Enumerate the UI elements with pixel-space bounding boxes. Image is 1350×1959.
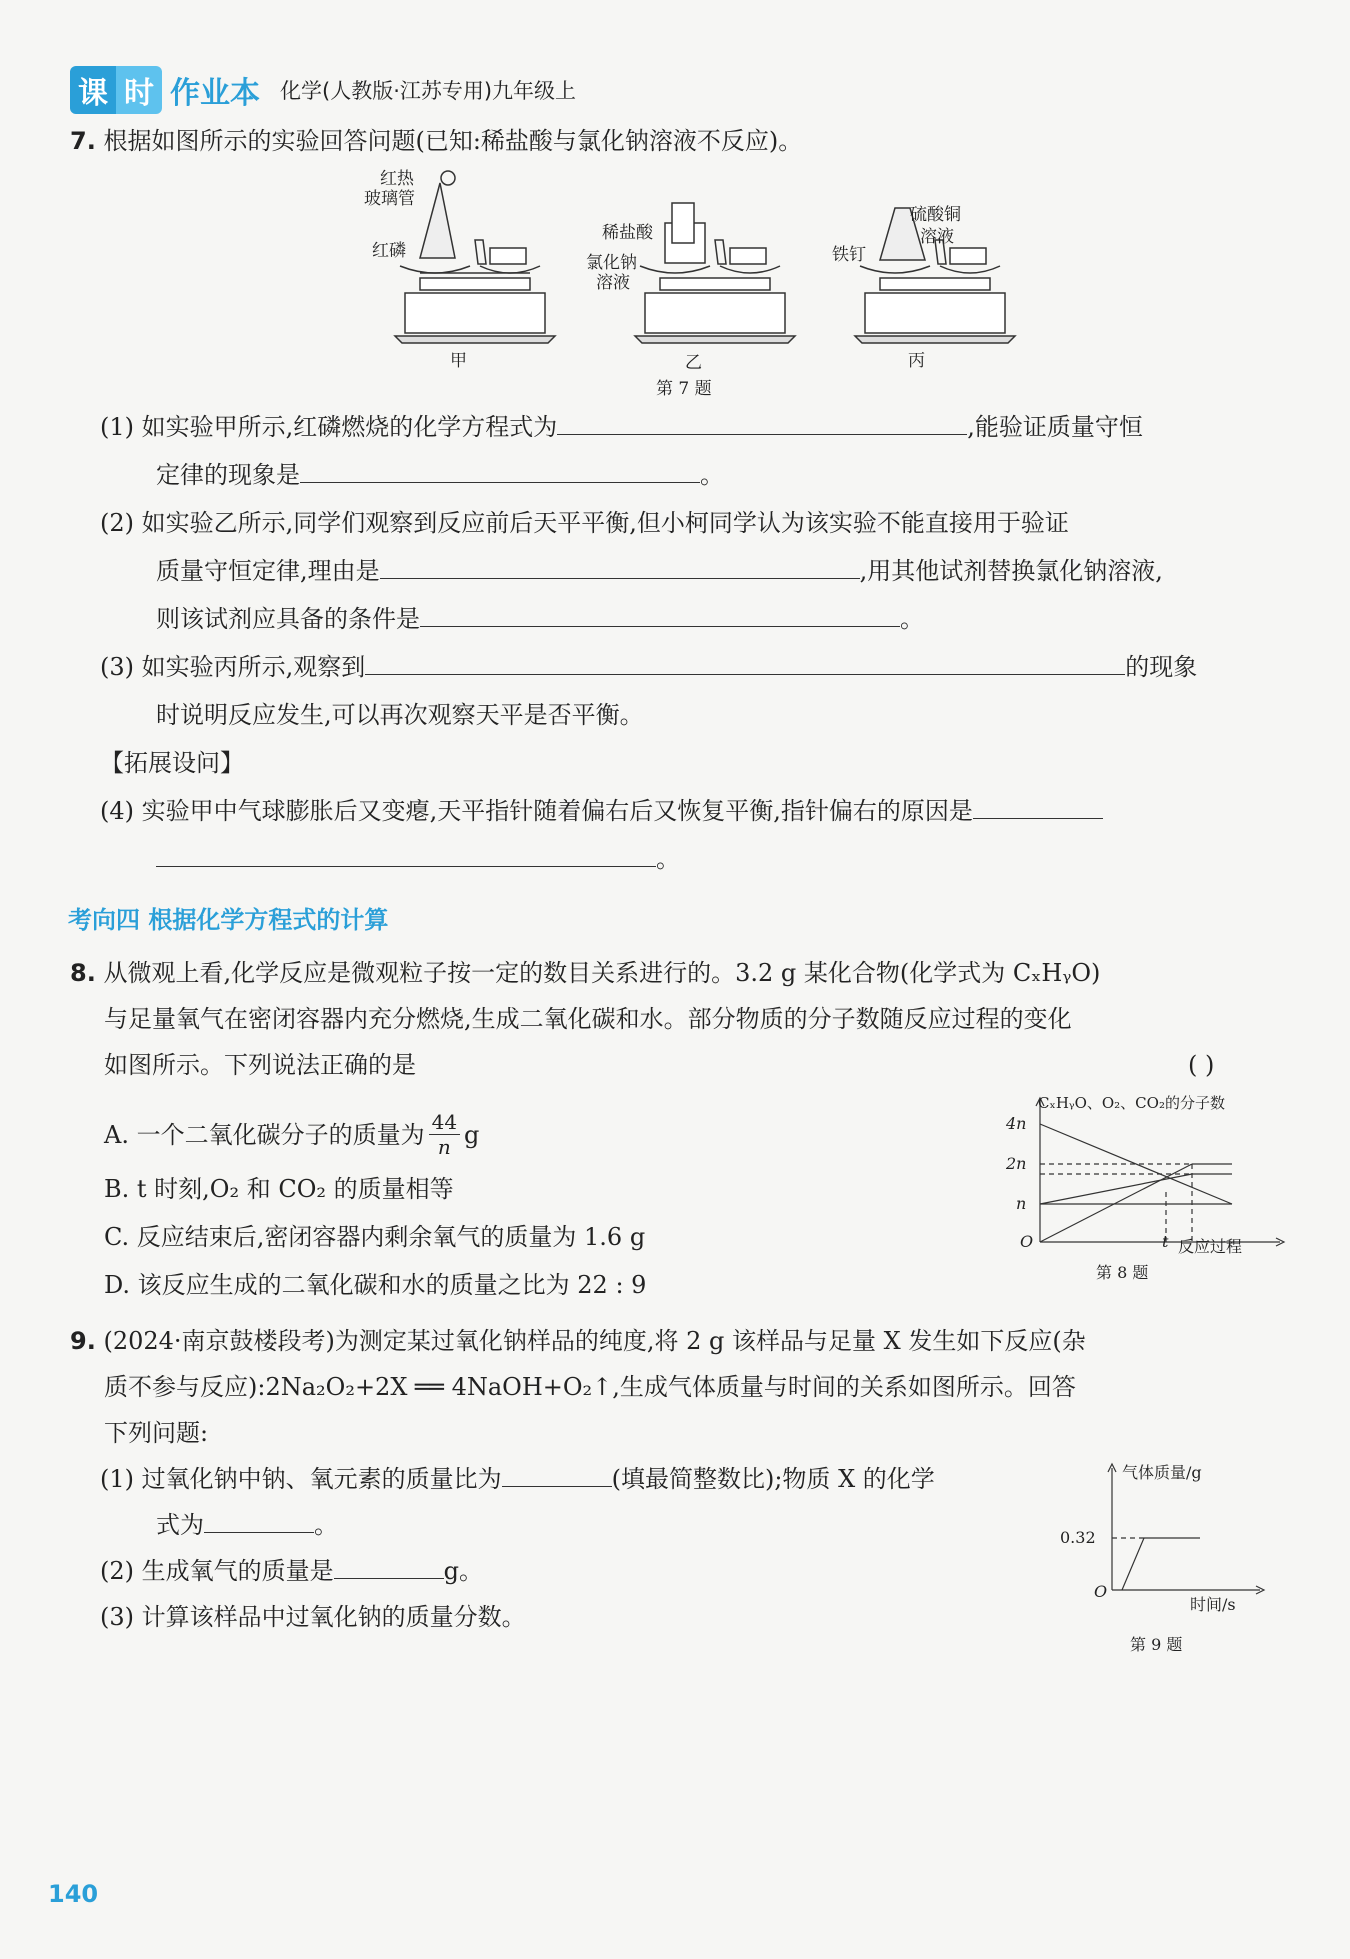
q8-line3: 如图所示。下列说法正确的是 xyxy=(104,1051,416,1079)
q9-p1-end: 。 xyxy=(314,1511,338,1539)
q7-part2-line3 xyxy=(156,602,924,636)
q8-line1 xyxy=(70,956,1100,990)
section-heading: 考向四 根据化学方程式的计算 xyxy=(68,906,389,934)
fraction-numerator: 44 xyxy=(429,1110,460,1135)
q7-extension xyxy=(100,746,244,780)
answer-blank[interactable] xyxy=(156,844,656,867)
answer-blank[interactable] xyxy=(365,652,1125,675)
q7-stem-text: 根据如图所示的实验回答问题(已知:稀盐酸与氯化钠溶液不反应)。 xyxy=(103,127,803,155)
q7-balance-drawing xyxy=(380,168,1030,368)
answer-blank[interactable] xyxy=(380,556,860,579)
q7-p2-text3: ,用其他试剂替换氯化钠溶液, xyxy=(859,557,1163,585)
q9-part3: (3) 计算该样品中过氧化钠的质量分数。 xyxy=(100,1603,526,1631)
q8-option-a xyxy=(104,1110,479,1159)
q7-number: 7. xyxy=(70,127,96,155)
label-rongye2: 溶液 xyxy=(920,227,954,247)
q8-graph-y2n: 2n xyxy=(1006,1154,1027,1173)
q9-line3: 下列问题: xyxy=(104,1419,209,1447)
q9-graph-xlabel: 时间/s xyxy=(1190,1595,1236,1614)
page-header xyxy=(70,68,576,112)
label-boliguan: 玻璃管 xyxy=(364,189,415,209)
answer-blank[interactable] xyxy=(334,1556,444,1579)
answer-blank[interactable] xyxy=(300,460,700,483)
q8-option-c: C. 反应结束后,密闭容器内剩余氧气的质量为 1.6 g xyxy=(104,1223,646,1251)
q9-part1 xyxy=(100,1462,935,1496)
q9-graph-origin: O xyxy=(1094,1582,1108,1601)
q9-p1-text2: (填最简整数比);物质 X 的化学 xyxy=(611,1465,935,1493)
q9-line1 xyxy=(70,1324,1086,1358)
answer-blank[interactable] xyxy=(557,412,967,435)
q7-p4-end: 。 xyxy=(656,845,680,873)
q9-text1: (2024·南京鼓楼段考)为测定某过氧化钠样品的纯度,将 2 g 该样品与足量 X 发生如下反应(杂 xyxy=(103,1327,1086,1355)
q7-p4-text: (4) 实验甲中气球膨胀后又变瘪,天平指针随着偏右后又恢复平衡,指针偏右的原因是 xyxy=(100,797,973,825)
label-honglin: 红磷 xyxy=(372,241,406,261)
q8-optA-unit: g xyxy=(464,1120,480,1149)
q9-part2 xyxy=(100,1554,483,1588)
q7-ext-label: 【拓展设问】 xyxy=(100,749,244,777)
logo xyxy=(70,66,162,114)
q8-option-d: D. 该反应生成的二氧化碳和水的质量之比为 22 : 9 xyxy=(104,1271,647,1299)
answer-blank[interactable] xyxy=(502,1464,612,1487)
q8-text1: 从微观上看,化学反应是微观粒子按一定的数目关系进行的。3.2 g 某化合物(化学式为 CₓHᵧO) xyxy=(103,959,1101,987)
q7-part3 xyxy=(100,650,1197,684)
label-xiyansuan: 稀盐酸 xyxy=(602,223,653,243)
page-number: 140 xyxy=(48,1880,99,1908)
q8-graph-lines xyxy=(1000,1092,1300,1272)
q9-part1-line2 xyxy=(156,1508,338,1542)
fraction-denominator: n xyxy=(437,1135,451,1159)
label-rongye: 溶液 xyxy=(596,273,630,293)
label-hongre: 红热 xyxy=(380,169,414,189)
logo-shi: 时 xyxy=(116,66,162,114)
q9-p1-text3: 式为 xyxy=(156,1511,204,1539)
q8-graph xyxy=(1000,1092,1300,1292)
q8-graph-yn: n xyxy=(1016,1194,1027,1213)
answer-blank[interactable] xyxy=(204,1510,314,1533)
q7-part2-line2 xyxy=(156,554,1163,588)
q8-graph-t: t xyxy=(1162,1232,1169,1251)
q8-graph-origin: O xyxy=(1020,1232,1034,1251)
subject-label: 化学(人教版·江苏专用)九年级上 xyxy=(280,79,577,103)
q7-part1 xyxy=(100,410,1143,444)
q8-option-b: B. t 时刻,O₂ 和 CO₂ 的质量相等 xyxy=(104,1175,454,1203)
q7-p3-text2: 的现象 xyxy=(1125,653,1198,681)
q9-graph xyxy=(1060,1460,1310,1660)
q7-p3-text3: 时说明反应发生,可以再次观察天平是否平衡。 xyxy=(156,701,644,729)
q7-part4 xyxy=(100,794,1103,828)
q9-graph-caption: 第 9 题 xyxy=(1130,1635,1183,1654)
q9-number: 9. xyxy=(70,1327,96,1355)
answer-blank[interactable] xyxy=(973,796,1103,819)
q8-graph-y4n: 4n xyxy=(1006,1114,1027,1133)
q8-line2: 与足量氧气在密闭容器内充分燃烧,生成二氧化碳和水。部分物质的分子数随反应过程的变化 xyxy=(104,1005,1072,1033)
label-yi: 乙 xyxy=(685,353,702,373)
label-lvhuana: 氯化钠 xyxy=(586,253,637,273)
q7-figure-caption: 第 7 题 xyxy=(656,379,712,399)
q7-part2 xyxy=(100,506,1069,540)
label-liusuantong: 硫酸铜 xyxy=(910,205,961,225)
q7-p2-end: 。 xyxy=(900,605,924,633)
q9-p1-text: (1) 过氧化钠中钠、氧元素的质量比为 xyxy=(100,1465,502,1493)
q8-number: 8. xyxy=(70,959,96,987)
book-title: 作业本 xyxy=(170,76,260,111)
q7-p2-text4: 则该试剂应具备的条件是 xyxy=(156,605,420,633)
q7-p2-text: (2) 如实验乙所示,同学们观察到反应前后天平平衡,但小柯同学认为该实验不能直接用于验证 xyxy=(100,509,1069,537)
q7-stem xyxy=(70,124,802,158)
q8-graph-caption: 第 8 题 xyxy=(1096,1263,1149,1282)
q7-p1-text3: 定律的现象是 xyxy=(156,461,300,489)
label-tieding: 铁钉 xyxy=(832,245,866,265)
q9-graph-yval: 0.32 xyxy=(1060,1528,1096,1547)
q9-p2-text: (2) 生成氧气的质量是 xyxy=(100,1557,334,1585)
q9-graph-ylabel: 气体质量/g xyxy=(1122,1463,1202,1482)
q7-p1-text: (1) 如实验甲所示,红磷燃烧的化学方程式为 xyxy=(100,413,558,441)
q7-p1-end: 。 xyxy=(700,461,724,489)
answer-blank[interactable] xyxy=(420,604,900,627)
q9-p2-unit: g。 xyxy=(443,1557,483,1585)
label-bing: 丙 xyxy=(908,351,925,371)
label-jia: 甲 xyxy=(450,351,467,371)
q7-p2-text2: 质量守恒定律,理由是 xyxy=(156,557,380,585)
q7-p1-text2: ,能验证质量守恒 xyxy=(967,413,1143,441)
q7-figure xyxy=(364,168,1030,408)
logo-ke: 课 xyxy=(70,66,116,114)
q8-graph-ylabel: CₓHᵧO、O₂、CO₂的分子数 xyxy=(1038,1094,1225,1112)
q8-graph-xlabel: 反应过程 xyxy=(1178,1237,1243,1256)
fraction xyxy=(429,1110,460,1159)
q7-p3-text: (3) 如实验丙所示,观察到 xyxy=(100,653,366,681)
q7-part4-line2 xyxy=(156,842,680,876)
q8-optA-text: A. 一个二氧化碳分子的质量为 xyxy=(104,1120,425,1149)
q8-answer-paren[interactable]: ( ) xyxy=(1188,1051,1215,1079)
q9-line2: 质不参与反应):2Na₂O₂+2X ══ 4NaOH+O₂↑,生成气体质量与时间的关系如图所示。回答 xyxy=(104,1373,1076,1401)
q7-part1-cont xyxy=(156,458,724,492)
q7-part3-line2 xyxy=(156,698,644,732)
